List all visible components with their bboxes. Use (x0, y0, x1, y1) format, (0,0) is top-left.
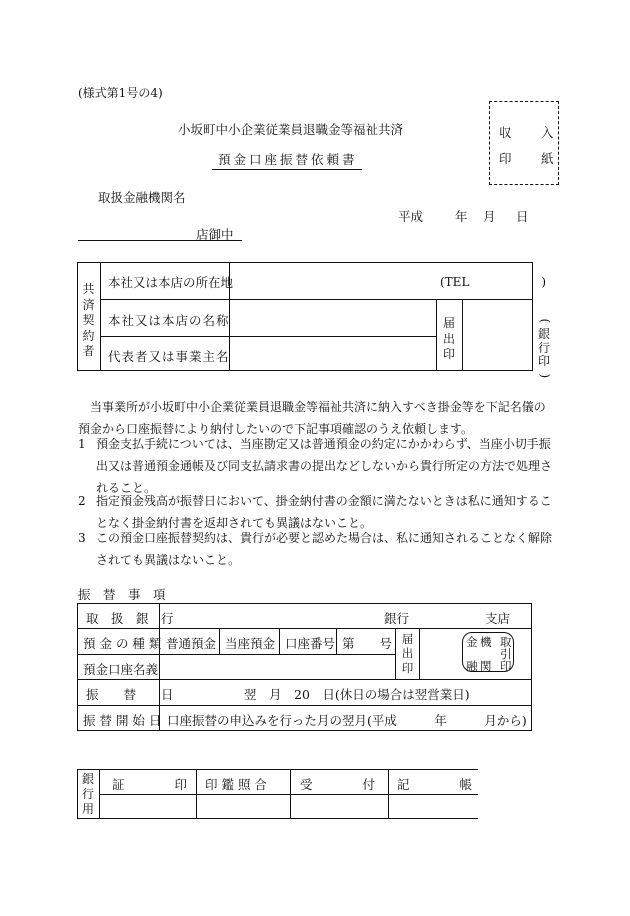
seal-check-header: 印 鑑 照 合 (205, 777, 267, 792)
stamp-label-2a: 印 (499, 151, 512, 166)
condition-number: 1 (78, 437, 86, 451)
bank-suffix: 銀行 (384, 611, 410, 626)
organization-title: 小坂町中小企業従業員退職金等福祉共済 (178, 122, 404, 137)
date-day: 日 (516, 209, 529, 224)
date-era: 平成 (398, 209, 424, 224)
addressee: 店御中 (196, 227, 234, 242)
revenue-stamp-box[interactable] (489, 101, 559, 185)
fin-inst-seal-c3: 引 (500, 647, 512, 661)
deposit-option-divider (219, 628, 220, 654)
note-char: ( (537, 318, 552, 324)
contractor-side-divider (100, 262, 101, 371)
account-number-field[interactable]: 第 号 (342, 636, 393, 651)
condition-text: この預金口座振替契約は、貴行が必要と認めた場合は、私に通知されることなく解除されても異議はないこと。 (96, 531, 553, 567)
note-char: 印 (537, 354, 550, 369)
transfer-row-divider (77, 628, 532, 629)
transfer-row-divider (77, 679, 532, 680)
condition-text: 指定預金残高が振替日において、掛金納付書の金額に満たないときは私に通知することなく掛金納付書を返却されても異議はないこと。 (96, 494, 552, 530)
fin-inst-seal-c5: 関 (480, 659, 492, 673)
transfer-heading: 振 替 事 項 (78, 585, 172, 604)
document-title: 預金口座振替依頼書 (212, 150, 362, 170)
side-char: 者 (82, 344, 95, 359)
side-char: 用 (81, 802, 94, 816)
stamp-label-1a: 収 (499, 125, 512, 140)
seal-char: 印 (442, 347, 455, 362)
bank-label: 取 扱 銀 行 (86, 611, 174, 626)
registered-seal-area[interactable] (463, 300, 531, 370)
condition-number: 3 (78, 531, 86, 545)
bank-use-side-label (77, 772, 99, 817)
entry-cell[interactable] (389, 795, 477, 818)
seal-char: 届 (442, 316, 455, 330)
seal-check-cell[interactable] (197, 795, 289, 818)
account-name-label: 預金口座名義 (83, 662, 159, 677)
fin-inst-seal-c4: 融 (466, 659, 478, 673)
deposit-option-divider (279, 628, 280, 654)
address-label: 本社又は本店の所在地 (108, 275, 234, 290)
transfer-row-divider (77, 705, 532, 706)
bank-name-label: 取扱金融機関名 (98, 190, 186, 205)
note-char: 行 (537, 340, 550, 355)
checking-deposit-option[interactable]: 当座預金 (225, 636, 276, 651)
branch-suffix: 支店 (485, 611, 511, 626)
side-char: 銀 (81, 772, 94, 786)
condition-text: 預金支払手続については、当座勘定又は普通預金の約定にかかわらず、当座小切手振出又は普通預金通帳及び同支払請求書の提出などしないから貴行所定の方法で処理されること。 (96, 437, 553, 495)
seal-char: 印 (401, 660, 414, 675)
verification-seal-header: 証 印 (112, 777, 188, 792)
company-name-field[interactable] (230, 300, 435, 335)
condition-item (78, 527, 554, 571)
note-char: ) (537, 373, 552, 379)
account-number-label: 口座番号 (285, 636, 336, 651)
fin-inst-seal-c2: 取 (500, 635, 512, 649)
transfer-date-value: 翌 月 20 日(休日の場合は翌営業日) (244, 687, 470, 702)
transfer-date-label: 振 替 日 (86, 687, 174, 702)
form-number: (様式第1号の4) (78, 86, 163, 100)
bank-seal-note (534, 314, 554, 383)
tel-field[interactable]: (TEL ) (440, 275, 547, 289)
side-char: 共 (82, 282, 95, 296)
receipt-header: 受 付 (300, 777, 376, 792)
condition-number: 2 (78, 494, 86, 508)
stamp-label-2b: 紙 (541, 151, 554, 166)
transfer-start-label: 振 替 開 始 日 (83, 713, 162, 728)
representative-field[interactable] (230, 337, 435, 370)
intro-paragraph: 当事業所が小坂町中小企業従業員退職金等福祉共済に納入すべき掛金等を下記名儀の預金から口座振替により納付したいので下記事項確認のうえ依頼します。 (78, 400, 546, 436)
account-name-field[interactable] (161, 656, 394, 678)
note-char: 銀 (537, 326, 550, 341)
representative-label: 代表者又は事業主名 (108, 349, 230, 364)
seal-char: 届 (401, 632, 414, 646)
deposit-option-divider (336, 628, 337, 654)
date-month: 月 (483, 209, 496, 224)
contractor-side-label (77, 282, 100, 360)
company-name-label: 本社又は本店の名称 (108, 313, 230, 328)
date-year: 年 (455, 209, 468, 224)
side-char: 済 (82, 297, 95, 312)
side-char: 行 (81, 787, 94, 801)
side-char: 約 (82, 328, 95, 343)
ordinary-deposit-option[interactable]: 普通預金 (166, 636, 217, 651)
stamp-label-1b: 入 (541, 125, 554, 140)
seal-char: 出 (442, 331, 455, 346)
fin-inst-seal-c6: 印 (500, 659, 512, 673)
deposit-type-label: 預 金 の 種 類 (83, 636, 162, 651)
receipt-cell[interactable] (291, 795, 387, 818)
transfer-seal-label (396, 632, 419, 675)
fin-inst-seal-c1: 機 (480, 635, 492, 649)
seal-char: 出 (401, 646, 414, 661)
transfer-start-value[interactable]: 口座振替の申込みを行った月の翌月(平成 年 月から) (167, 713, 527, 728)
registered-seal-label (436, 316, 462, 363)
entry-header: 記 帳 (397, 777, 473, 792)
bank-field[interactable] (161, 605, 530, 627)
fin-inst-seal-c0: 金 (466, 635, 478, 649)
transfer-row-divider (77, 654, 395, 655)
side-char: 契 (82, 313, 95, 328)
verification-seal-cell[interactable] (100, 795, 195, 818)
